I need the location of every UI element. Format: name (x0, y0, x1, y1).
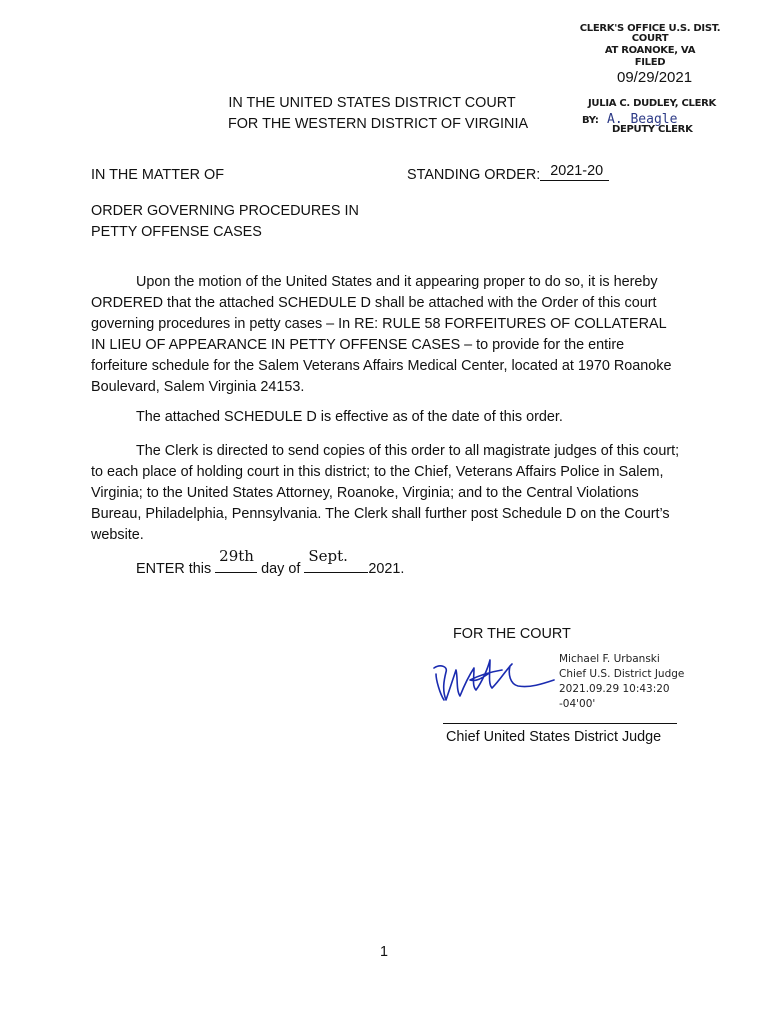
standing-order-number: 2021-20 (540, 163, 609, 181)
court-heading (190, 93, 590, 135)
signer-title: Chief U.S. District Judge (559, 668, 685, 680)
stamp-line-3: FILED (634, 57, 666, 68)
enter-line (136, 547, 405, 580)
judge-signature (430, 650, 560, 710)
enter-mid: day of (261, 561, 301, 577)
stamp-clerk-name: JULIA C. DUDLEY, CLERK (588, 98, 716, 109)
digital-signature-details (559, 652, 684, 712)
enter-month-blank (304, 547, 368, 573)
caption-line-2: PETTY OFFENSE CASES (91, 224, 262, 240)
enter-day-blank (215, 547, 257, 573)
signature-caption: Chief United States District Judge (446, 729, 662, 745)
signature-timestamp: 2021.09.29 10:43:20 (559, 683, 670, 695)
standing-order-label: STANDING ORDER: (407, 167, 541, 183)
signature-line (443, 723, 677, 724)
stamp-line-2: AT ROANOKE, VA (604, 45, 696, 56)
enter-day: 29th (219, 547, 254, 565)
stamp-by-label: BY: (582, 115, 599, 126)
court-line-1: IN THE UNITED STATES DISTRICT COURT (228, 95, 516, 111)
stamp-by-name: A. Beagle (607, 112, 678, 127)
page-number: 1 (380, 944, 389, 960)
matter-label: IN THE MATTER OF (91, 167, 224, 183)
paragraph-effective: The attached SCHEDULE D is effective as of the date of this order. (136, 409, 563, 425)
caption-line-1: ORDER GOVERNING PROCEDURES IN (91, 203, 359, 219)
standing-order (407, 165, 609, 186)
order-caption (91, 201, 359, 243)
court-line-2: FOR THE WESTERN DISTRICT OF VIRGINIA (227, 116, 529, 132)
signer-name: Michael F. Urbanski (559, 653, 660, 665)
enter-month: Sept. (308, 547, 348, 565)
signature-timezone: -04'00' (559, 698, 596, 710)
stamp-deputy: DEPUTY CLERK (612, 124, 693, 135)
clerk-stamp (560, 24, 740, 68)
enter-year: 2021. (368, 561, 405, 577)
stamp-line-1: CLERK'S OFFICE U.S. DIST. COURT (579, 23, 721, 44)
filed-date: 09/29/2021 (617, 69, 693, 86)
for-the-court: FOR THE COURT (453, 626, 571, 642)
paragraph-clerk-directed: The Clerk is directed to send copies of this order to all magistrate judges of this court; to each place of holding court in this district; to the Chief, Veterans Affairs Police in Salem, Virginia; to the United States Attorney, Roanoke, Virginia; and to the Central Violations Bureau, Philadelphia, Pennsylvania. The Clerk shall further post Schedule D on the Court’s website. (91, 443, 680, 543)
enter-prefix: ENTER this (136, 561, 212, 577)
paragraph-motion: Upon the motion of the United States and it appearing proper to do so, it is hereby ORDERED that the attached SCHEDULE D shall be attached with the Order of this court governing procedures in petty cases – In RE: RULE 58 FORFEITURES OF COLLATERAL IN LIEU OF APPEARANCE IN PETTY OFFENSE CASES – to provide for the entire forfeiture schedule for the Salem Veterans Affairs Medical Center, located at 1970 Roanoke Boulevard, Salem Virginia 24153. (91, 274, 672, 395)
